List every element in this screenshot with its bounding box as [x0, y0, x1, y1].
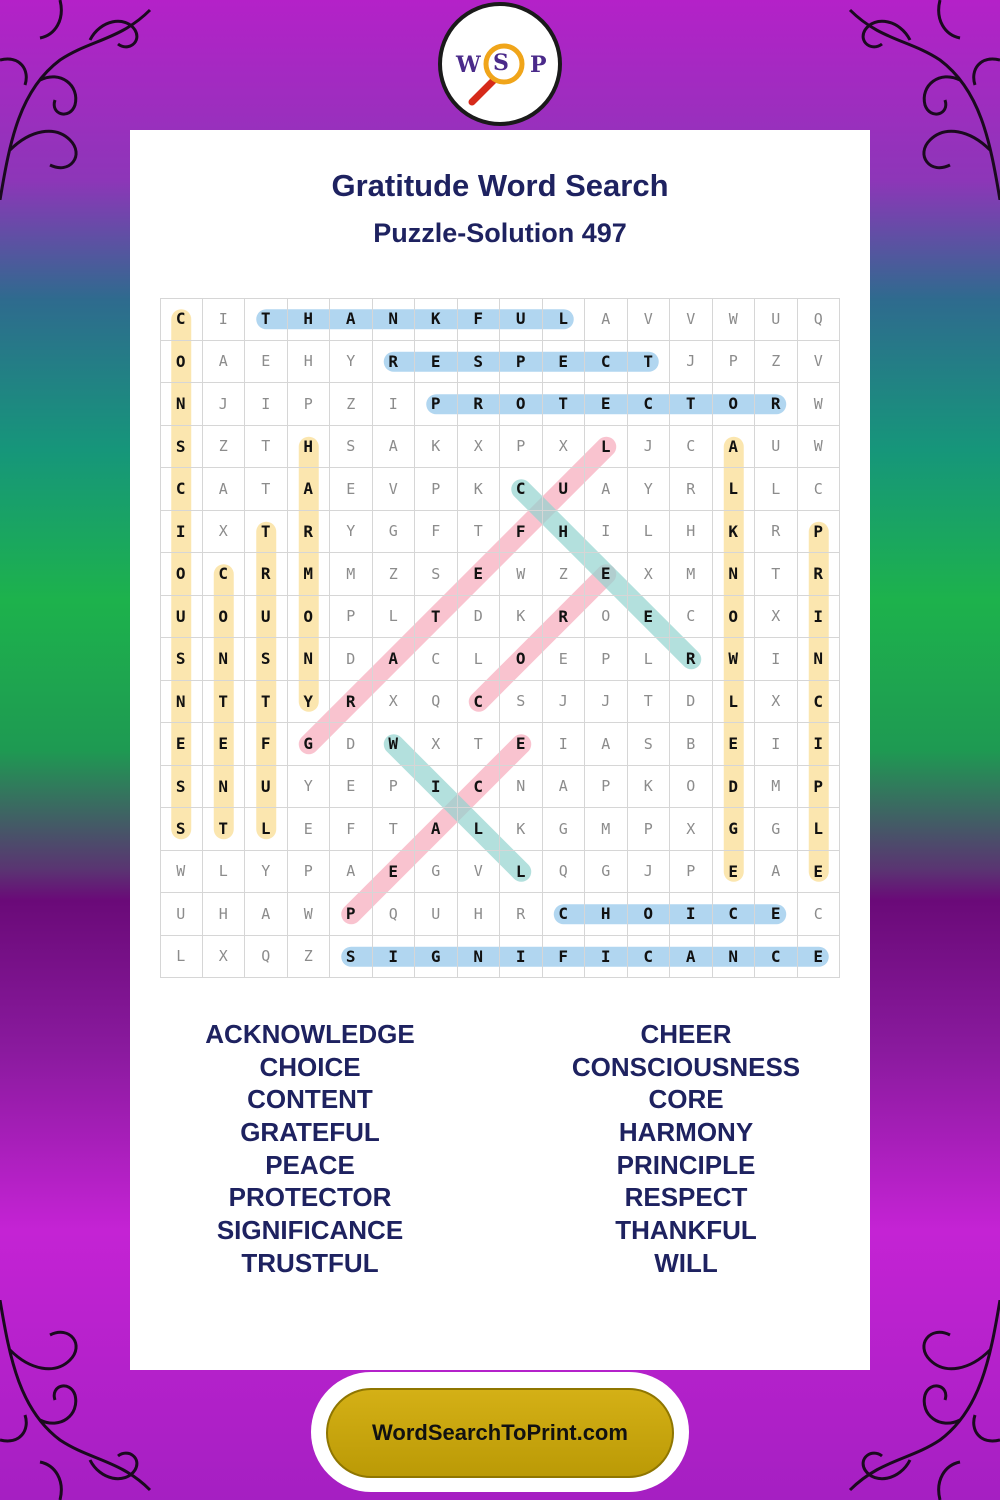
grid-cell[interactable]: A [585, 723, 628, 766]
grid-cell[interactable]: I [755, 723, 798, 766]
grid-cell[interactable]: O [160, 341, 203, 384]
word-principle: PRINCIPLE [616, 1149, 756, 1180]
grid-cell[interactable]: S [500, 681, 543, 724]
word-respect: RESPECT [624, 1182, 748, 1213]
grid-cell[interactable]: C [415, 638, 458, 681]
grid-cell[interactable]: G [415, 851, 458, 894]
grid-cell[interactable]: R [288, 511, 331, 554]
grid-cell[interactable]: C [755, 936, 798, 979]
grid-cell[interactable]: C [670, 426, 713, 469]
grid-cell[interactable]: A [543, 766, 586, 809]
grid-cell[interactable]: V [798, 341, 841, 384]
word-content: CONTENT [247, 1084, 373, 1115]
grid-cell[interactable]: L [628, 511, 671, 554]
grid-cell[interactable]: G [415, 936, 458, 979]
grid-cell[interactable]: U [245, 766, 288, 809]
grid-cell[interactable]: G [713, 808, 756, 851]
grid-cell[interactable]: S [160, 808, 203, 851]
grid-cell[interactable]: D [713, 766, 756, 809]
grid-cell[interactable]: Q [245, 936, 288, 979]
grid-cell[interactable]: U [755, 426, 798, 469]
grid-cell[interactable]: I [160, 511, 203, 554]
grid-cell[interactable]: A [373, 426, 416, 469]
grid-cell[interactable]: L [798, 808, 841, 851]
grid-cell[interactable]: K [415, 298, 458, 341]
grid-cell[interactable]: E [543, 341, 586, 384]
grid-cell[interactable]: I [798, 596, 841, 639]
grid-cell[interactable]: A [755, 851, 798, 894]
grid-cell[interactable]: T [245, 298, 288, 341]
grid-cell[interactable]: O [628, 893, 671, 936]
grid-cell[interactable]: S [160, 426, 203, 469]
grid-cell[interactable]: E [543, 638, 586, 681]
grid-cell[interactable]: Z [203, 426, 246, 469]
grid-cell[interactable]: A [330, 298, 373, 341]
grid-cell[interactable]: A [288, 468, 331, 511]
grid-cell[interactable]: E [245, 341, 288, 384]
grid-cell[interactable]: O [713, 383, 756, 426]
grid-cell[interactable]: A [330, 851, 373, 894]
grid-cell[interactable]: I [798, 723, 841, 766]
grid-cell[interactable]: N [288, 638, 331, 681]
grid-cell[interactable]: V [373, 468, 416, 511]
grid-cell[interactable]: I [500, 936, 543, 979]
grid-cell[interactable]: N [798, 638, 841, 681]
grid-cell[interactable]: E [713, 851, 756, 894]
grid-cell[interactable]: C [160, 468, 203, 511]
grid-cell[interactable]: C [500, 468, 543, 511]
grid-cell[interactable]: L [628, 638, 671, 681]
grid-cell[interactable]: P [585, 638, 628, 681]
grid-cell[interactable]: L [543, 298, 586, 341]
grid-cell[interactable]: T [245, 426, 288, 469]
logo-letter-w: W [456, 52, 481, 78]
grid-cell[interactable]: I [203, 298, 246, 341]
grid-cell[interactable]: D [670, 681, 713, 724]
grid-cell[interactable]: O [585, 596, 628, 639]
grid-cell[interactable]: E [373, 851, 416, 894]
word-acknowledge: ACKNOWLEDGE [205, 1019, 415, 1049]
grid-cell[interactable]: O [713, 596, 756, 639]
grid-cell[interactable]: J [628, 851, 671, 894]
grid-cell[interactable]: C [203, 553, 246, 596]
page-title: Gratitude Word Search [331, 168, 669, 203]
grid-cell[interactable]: H [288, 426, 331, 469]
grid-cell[interactable]: A [713, 426, 756, 469]
grid-cell[interactable]: E [160, 723, 203, 766]
logo-letter-s: S [493, 50, 509, 76]
grid-cell[interactable]: W [798, 383, 841, 426]
grid-cell[interactable]: D [330, 638, 373, 681]
grid-cell[interactable]: C [798, 468, 841, 511]
grid-cell[interactable]: Z [755, 341, 798, 384]
grid-cell[interactable]: R [755, 511, 798, 554]
grid-cell[interactable]: H [288, 298, 331, 341]
grid-cell[interactable]: Y [628, 468, 671, 511]
grid-cell[interactable]: N [203, 766, 246, 809]
grid-cell[interactable]: T [670, 383, 713, 426]
grid-cell[interactable]: K [628, 766, 671, 809]
grid-cell[interactable]: T [755, 553, 798, 596]
grid-cell[interactable]: W [713, 638, 756, 681]
grid-cell[interactable]: Y [288, 766, 331, 809]
grid-cell[interactable]: T [458, 511, 501, 554]
grid-cell[interactable]: P [415, 468, 458, 511]
grid-cell[interactable]: X [203, 511, 246, 554]
grid-cell[interactable]: E [458, 553, 501, 596]
grid-cell[interactable]: R [798, 553, 841, 596]
grid-cell[interactable]: F [543, 936, 586, 979]
grid-cell[interactable]: B [670, 723, 713, 766]
grid-cell[interactable]: R [543, 596, 586, 639]
grid-cell[interactable]: F [458, 298, 501, 341]
grid-cell[interactable]: L [713, 681, 756, 724]
grid-cell[interactable]: C [585, 341, 628, 384]
grid-cell[interactable]: T [458, 723, 501, 766]
grid-cell[interactable]: P [415, 383, 458, 426]
grid-cell[interactable]: J [585, 681, 628, 724]
grid-cell[interactable]: N [500, 766, 543, 809]
grid-cell[interactable]: O [203, 596, 246, 639]
grid-cell[interactable]: E [203, 723, 246, 766]
grid-cell[interactable]: X [203, 936, 246, 979]
letter-grid [160, 298, 840, 978]
grid-cell[interactable]: W [288, 893, 331, 936]
grid-cell[interactable]: T [628, 341, 671, 384]
grid-cell[interactable]: E [415, 341, 458, 384]
grid-cell[interactable]: O [670, 766, 713, 809]
word-core: CORE [648, 1084, 724, 1115]
grid-cell[interactable]: I [670, 893, 713, 936]
grid-cell[interactable]: T [628, 681, 671, 724]
grid-cell[interactable]: W [373, 723, 416, 766]
grid-cell[interactable]: Q [798, 298, 841, 341]
grid-cell[interactable]: D [458, 596, 501, 639]
grid-cell[interactable]: F [245, 723, 288, 766]
grid-cell[interactable]: T [245, 681, 288, 724]
grid-cell[interactable]: Q [373, 893, 416, 936]
grid-cell[interactable]: C [798, 681, 841, 724]
grid-cell[interactable]: N [203, 638, 246, 681]
grid-cell[interactable]: K [500, 808, 543, 851]
grid-cell[interactable]: T [543, 383, 586, 426]
grid-cell[interactable]: P [628, 808, 671, 851]
grid-cell[interactable]: U [500, 298, 543, 341]
grid-cell[interactable]: E [628, 596, 671, 639]
grid-cell[interactable]: Y [330, 341, 373, 384]
grid-cell[interactable]: X [755, 596, 798, 639]
grid-cell[interactable]: P [288, 851, 331, 894]
grid-cell[interactable]: R [755, 383, 798, 426]
grid-cell[interactable]: C [713, 893, 756, 936]
grid-cell[interactable]: L [373, 596, 416, 639]
grid-cell[interactable]: T [373, 808, 416, 851]
word-grid [160, 298, 840, 978]
grid-cell[interactable]: F [500, 511, 543, 554]
grid-cell[interactable]: L [500, 851, 543, 894]
grid-cell[interactable]: S [160, 638, 203, 681]
grid-cell[interactable]: F [415, 511, 458, 554]
word-significance: SIGNIFICANCE [216, 1215, 404, 1246]
grid-cell[interactable]: U [245, 596, 288, 639]
grid-cell[interactable]: A [585, 298, 628, 341]
grid-cell[interactable]: L [458, 808, 501, 851]
grid-cell[interactable]: S [330, 936, 373, 979]
grid-cell[interactable]: K [458, 468, 501, 511]
grid-cell[interactable]: A [415, 808, 458, 851]
grid-cell[interactable]: L [458, 638, 501, 681]
word-thankful: THANKFUL [615, 1215, 757, 1246]
grid-cell[interactable]: P [288, 383, 331, 426]
grid-cell[interactable]: J [203, 383, 246, 426]
grid-cell[interactable]: R [245, 553, 288, 596]
grid-cell[interactable]: I [245, 383, 288, 426]
grid-cell[interactable]: R [330, 681, 373, 724]
grid-cell[interactable]: M [585, 808, 628, 851]
word-harmony: HARMONY [618, 1117, 754, 1148]
word-list-right [506, 1018, 866, 1280]
grid-cell[interactable]: L [160, 936, 203, 979]
grid-cell[interactable]: S [245, 638, 288, 681]
grid-cell[interactable]: W [798, 426, 841, 469]
grid-cell[interactable]: F [330, 808, 373, 851]
grid-cell[interactable]: C [798, 893, 841, 936]
grid-cell[interactable]: R [670, 638, 713, 681]
grid-cell[interactable]: W [713, 298, 756, 341]
grid-cell[interactable]: T [245, 468, 288, 511]
grid-cell[interactable]: P [713, 341, 756, 384]
grid-cell[interactable]: Y [288, 681, 331, 724]
grid-cell[interactable]: I [415, 766, 458, 809]
grid-cell[interactable]: Q [415, 681, 458, 724]
grid-cell[interactable]: G [543, 808, 586, 851]
grid-cell[interactable]: P [585, 766, 628, 809]
word-grateful: GRATEFUL [240, 1117, 380, 1148]
grid-cell[interactable]: C [628, 383, 671, 426]
grid-cell[interactable]: N [160, 681, 203, 724]
page-subtitle: Puzzle-Solution 497 [373, 218, 627, 248]
grid-cell[interactable]: E [755, 893, 798, 936]
grid-cell[interactable]: U [755, 298, 798, 341]
grid-cell[interactable]: O [500, 638, 543, 681]
grid-cell[interactable]: C [458, 681, 501, 724]
grid-cell[interactable]: H [543, 511, 586, 554]
grid-cell[interactable]: I [543, 723, 586, 766]
grid-cell[interactable]: S [415, 553, 458, 596]
grid-cell[interactable]: L [713, 468, 756, 511]
grid-cell[interactable]: C [543, 893, 586, 936]
word-protector: PROTECTOR [228, 1182, 392, 1213]
grid-cell[interactable]: W [500, 553, 543, 596]
grid-cell[interactable]: P [798, 511, 841, 554]
grid-cell[interactable]: Z [543, 553, 586, 596]
grid-cell[interactable]: U [160, 893, 203, 936]
grid-cell[interactable]: A [245, 893, 288, 936]
grid-cell[interactable]: Z [288, 936, 331, 979]
grid-cell[interactable]: L [245, 808, 288, 851]
grid-cell[interactable]: I [585, 511, 628, 554]
grid-cell[interactable]: X [415, 723, 458, 766]
grid-cell[interactable]: I [585, 936, 628, 979]
grid-cell[interactable]: X [543, 426, 586, 469]
grid-cell[interactable]: T [245, 511, 288, 554]
grid-cell[interactable]: P [500, 426, 543, 469]
grid-cell[interactable]: M [330, 553, 373, 596]
grid-cell[interactable]: C [628, 936, 671, 979]
grid-cell[interactable]: A [203, 468, 246, 511]
word-choice: CHOICE [259, 1051, 361, 1082]
grid-cell[interactable]: K [713, 511, 756, 554]
grid-cell[interactable]: P [373, 766, 416, 809]
grid-cell[interactable]: P [670, 851, 713, 894]
grid-cell[interactable]: K [415, 426, 458, 469]
grid-cell[interactable]: V [670, 298, 713, 341]
grid-cell[interactable]: P [330, 893, 373, 936]
grid-cell[interactable]: I [373, 383, 416, 426]
grid-cell[interactable]: N [373, 298, 416, 341]
word-peace: PEACE [265, 1149, 355, 1180]
grid-cell[interactable]: J [670, 341, 713, 384]
grid-cell[interactable]: H [458, 893, 501, 936]
grid-cell[interactable]: L [585, 426, 628, 469]
grid-cell[interactable]: C [670, 596, 713, 639]
grid-cell[interactable]: S [330, 426, 373, 469]
grid-cell[interactable]: E [500, 723, 543, 766]
grid-cell[interactable]: X [670, 808, 713, 851]
grid-cell[interactable]: T [415, 596, 458, 639]
word-cheer: CHEER [640, 1019, 732, 1049]
puzzle-card [130, 130, 870, 1370]
logo-letter-p: P [530, 52, 547, 78]
wsp-logo[interactable] [438, 2, 562, 126]
grid-cell[interactable]: J [628, 426, 671, 469]
grid-cell[interactable]: A [585, 468, 628, 511]
word-consciousness: CONSCIOUSNESS [571, 1051, 801, 1082]
grid-cell[interactable]: S [628, 723, 671, 766]
grid-cell[interactable]: E [330, 766, 373, 809]
grid-cell[interactable]: C [458, 766, 501, 809]
grid-cell[interactable]: R [458, 383, 501, 426]
grid-cell[interactable]: E [585, 553, 628, 596]
grid-cell[interactable]: Y [330, 511, 373, 554]
grid-cell[interactable]: R [373, 341, 416, 384]
grid-cell[interactable]: L [203, 851, 246, 894]
grid-cell[interactable]: V [458, 851, 501, 894]
word-trustful: TRUSTFUL [241, 1247, 379, 1278]
grid-cell[interactable]: E [798, 936, 841, 979]
grid-cell[interactable]: A [670, 936, 713, 979]
grid-cell[interactable]: Z [330, 383, 373, 426]
grid-cell[interactable]: V [628, 298, 671, 341]
grid-cell[interactable]: T [203, 681, 246, 724]
grid-cell[interactable]: T [203, 808, 246, 851]
grid-cell[interactable]: H [670, 511, 713, 554]
grid-cell[interactable]: S [160, 766, 203, 809]
grid-cell[interactable]: O [288, 596, 331, 639]
word-will: WILL [654, 1247, 718, 1278]
grid-cell[interactable]: G [585, 851, 628, 894]
grid-cell[interactable]: M [288, 553, 331, 596]
grid-cell[interactable]: H [203, 893, 246, 936]
grid-cell[interactable]: M [755, 766, 798, 809]
grid-cell[interactable]: R [500, 893, 543, 936]
grid-cell[interactable]: E [798, 851, 841, 894]
grid-cell[interactable]: X [755, 681, 798, 724]
grid-cell[interactable]: U [160, 596, 203, 639]
grid-cell[interactable]: O [500, 383, 543, 426]
grid-cell[interactable]: N [160, 383, 203, 426]
grid-cell[interactable]: G [373, 511, 416, 554]
grid-cell[interactable]: L [755, 468, 798, 511]
grid-cell[interactable]: P [500, 341, 543, 384]
grid-cell[interactable]: Y [245, 851, 288, 894]
grid-cell[interactable]: H [288, 341, 331, 384]
grid-cell[interactable]: G [755, 808, 798, 851]
grid-cell[interactable]: I [755, 638, 798, 681]
grid-cell[interactable]: N [458, 936, 501, 979]
grid-cell[interactable]: E [585, 383, 628, 426]
grid-cell[interactable]: A [373, 638, 416, 681]
grid-cell[interactable]: E [713, 723, 756, 766]
grid-cell[interactable]: Q [543, 851, 586, 894]
grid-cell[interactable]: G [288, 723, 331, 766]
grid-cell[interactable]: C [160, 298, 203, 341]
grid-cell[interactable]: A [203, 341, 246, 384]
grid-cell[interactable]: D [330, 723, 373, 766]
grid-cell[interactable]: X [458, 426, 501, 469]
word-list-left [130, 1018, 490, 1280]
grid-cell[interactable]: N [713, 936, 756, 979]
grid-cell[interactable]: I [373, 936, 416, 979]
grid-cell[interactable]: M [670, 553, 713, 596]
grid-cell[interactable]: R [670, 468, 713, 511]
grid-cell[interactable]: U [415, 893, 458, 936]
grid-cell[interactable]: N [713, 553, 756, 596]
grid-cell[interactable]: H [585, 893, 628, 936]
grid-cell[interactable]: X [628, 553, 671, 596]
grid-cell[interactable]: P [798, 766, 841, 809]
website-link-button[interactable]: WordSearchToPrint.com [326, 1388, 674, 1478]
grid-cell[interactable]: X [373, 681, 416, 724]
grid-cell[interactable]: W [160, 851, 203, 894]
grid-cell[interactable]: J [543, 681, 586, 724]
grid-cell[interactable]: K [500, 596, 543, 639]
grid-cell[interactable]: P [330, 596, 373, 639]
grid-cell[interactable]: Z [373, 553, 416, 596]
grid-cell[interactable]: E [330, 468, 373, 511]
grid-cell[interactable]: E [288, 808, 331, 851]
grid-cell[interactable]: U [543, 468, 586, 511]
grid-cell[interactable]: O [160, 553, 203, 596]
grid-cell[interactable]: S [458, 341, 501, 384]
